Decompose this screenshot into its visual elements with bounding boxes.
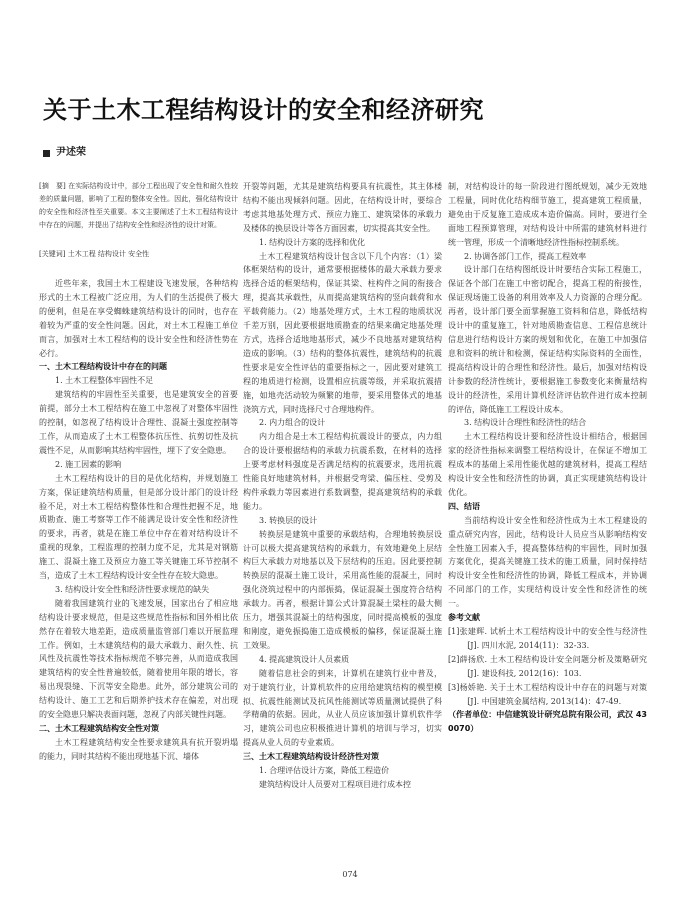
body-paragraph: 设计部门在结构图纸设计时要结合实际工程施工，保证各个部门在施工中密切配合，提高工程的衔接性，保证现场施工设备的利用效率及人力资源的合理分配。再者，设计部门要全面掌握施工资料和信息，降低结构设计中的重复施工，针对地质勘查信息、工程信息统计信息进行结构设计方案的规划和优化，在施工中加强信息和资料的统计和检测，保证结构实际资料的全面性，提高结构设计的合理性和经济性。最后，加强对结构设计参数的经济性统计，要根据施工参数变化来衡量结构设计的经济性，采用计算机经济评估软件进行成本控制的评估，降低施工工程设计成本。	[448, 265, 647, 414]
abstract	[39, 180, 238, 232]
section-heading-4: 四、结语	[448, 501, 480, 511]
page-number: 074	[342, 870, 358, 879]
subsection-title: 3. 结构设计合理性和经济性的结合	[464, 418, 587, 428]
body-paragraph: 土木工程建筑结构设计包含以下几个内容：（1）梁体框架结构的设计，通常要根据楼体的最大承载力要求选择合适的框架结构，保证其梁、柱构件之间的衔接合理，提高其承载性，从而提高建筑结构的竖向载荷和水平载荷能力。（2）地基处理方式，土木工程的地质状况千差万别，因此要根据地质勘查的结果来确定地基处理方式，选择合适地地基形式，减少不良地基对建筑结构造成的影响。（3）结构的整体抗震性，建筑结构的抗震性要求是安全性评估的重要指标之一，因此要对建筑工程的地质进行检测，设置相应抗震等级，并采取抗震措施，如地壳活动较为频繁的地带，要采用整体式的地基浇筑方式，同时选择尺寸合理地构件。	[243, 251, 442, 414]
reference-item: [2]薛扬欣. 土木工程结构设计安全问题分析及策略研究[J]. 建设科技, 2012(16)：103.	[448, 654, 647, 678]
author-bullet-icon	[43, 150, 50, 157]
abstract-label: [摘 要]	[39, 182, 66, 190]
section-heading-1: 一、土木工程结构设计中存在的问题	[39, 362, 167, 372]
author-line	[43, 146, 86, 160]
column-1	[39, 180, 238, 764]
subsection-title: 1. 土木工程整体牢固性不足	[55, 376, 154, 386]
keywords-text: 土木工程 结构设计 安全性	[67, 250, 150, 258]
subsection-title: 1. 合理评估设计方案，降低工程造价	[259, 766, 390, 776]
subsection-title: 2. 内力组合的设计	[259, 418, 326, 428]
body-paragraph: 当前结构设计安全性和经济性成为土木工程建设的重点研究内容，因此，结构设计人员应当从影响结构安全性施工因素入手，提高整体结构的牢固性，同时加强方案优化，提高关键施工技术的施工质量，同时保持结构设计安全性和经济性的协调，降低工程成本，并协调不同部门的工作，实现结构设计安全性和经济性的统一。	[448, 515, 647, 609]
references-heading: 参考文献	[448, 613, 480, 623]
body-paragraph: 制，对结构设计的每一阶段进行图纸规划，减少无效地工程量，同时优化结构细节施工，提高建筑工程质量，避免由于反复施工造成成本造价偏高。同时，要进行全面地工程预算管理，对结构设计中所需的建筑材料进行统一管理，形成一个清晰地经济性指标控制系统。	[448, 182, 647, 247]
subsection-title: 2. 协调各部门工作，提高工程效率	[464, 251, 587, 261]
author-affiliation: （作者单位：中信建筑设计研究总院有限公司，武汉 430070）	[448, 710, 647, 734]
subsection-title: 2. 施工因素的影响	[55, 459, 122, 469]
reference-list	[448, 625, 647, 708]
section-heading-3: 三、土木工程建筑结构设计经济性对策	[243, 752, 379, 762]
reference-item: [1]张建辉. 试析土木工程结构设计中的安全性与经济性[J]. 四川水泥, 2014(11)：32-33.	[448, 627, 647, 650]
section-heading-2: 二、土木工程建筑结构安全性对策	[39, 724, 159, 733]
body-paragraph: 建筑结构设计人员要对工程项目进行成本控	[259, 779, 411, 789]
body-paragraph: 开裂等问题，尤其是建筑结构要具有抗震性，其主体楼结构不能出现倾斜问题。因此，在结构设计时，要综合考虑其地基处理方式、预应力施工、建筑梁体的承载力及楼体的换层设计等各方面因素，切实提高其安全性。	[243, 182, 442, 233]
body-paragraph: 建筑结构的牢固性至关重要，也是建筑安全的首要前提，部分土木工程结构在施工中忽视了对整体牢固性的控制，如忽视了结构设计合理性、混凝土强度控制等工作，从而造成了土木工程整体抗压性、抗剪切性及抗震性不足，从而影响其结构牢固性，埋下了安全隐患。	[39, 390, 238, 455]
body-paragraph: 内力组合是土木工程结构抗震设计的要点，内力组合的设计要根据结构的承载力抗震系数，在材料的选择上要考虑材料强度是否满足结构的抗震要求，选用抗震性能良好地建筑材料，并根据受弯梁、偏压柱、受剪及构件承载力等因素进行系数调整，提高建筑结构的承载能力。	[243, 432, 442, 511]
body-paragraph: 随着我国建筑行业的飞速发展，国家出台了相应地结构设计要求规范，但是这些规范性指标和国外相比依然存在着较大地差距，造成质量监管部门难以开展监理工作。例如，土木建筑结构的最大承载力、耐久性、抗风性及抗震性等技术指标规范不够完善，从而造成我国建筑结构的安全性普遍较低，随着使用年限的增长，容易出现裂缝、下沉等安全隐患。此外，部分建筑公司的结构设计、施工工艺和后期养护技术存在偏差，对出现的安全隐患只解决表面问题，忽视了内部关键性问题。	[39, 598, 238, 720]
keywords	[39, 248, 238, 261]
subsection-title: 3. 转换层的设计	[259, 515, 318, 525]
subsection-title: 4. 提高建筑设计人员素质	[259, 654, 350, 664]
abstract-text: 在实际结构设计中，部分工程出现了安全性和耐久性较差的质量问题，影响了工程的整体安全性。因此，强化结构设计的安全性和经济性至关重要。本文主要阐述了土木工程结构设计中存在的问题，并提出了结构安全性和经济性的设计对策。	[39, 182, 238, 229]
body-paragraph: 转换层是建筑中重要的承载结构，合理地转换层设计可以极大提高建筑结构的承载力，有效地避免上层结构巨大承载力对地基以及下层结构的压迫。因此要控制转换层的混凝土施工设计，采用高性能的混凝土，同时强化浇筑过程中的内部振捣，保证混凝土强度符合结构承载力。再者，根据计算公式计算混凝土梁柱的最大侧压力，增强其混凝土的结构强度，同时提高模板的强度和刚度，避免振捣施工造成模板的偏移，保证混凝土施工效果。	[243, 529, 442, 650]
article-title: 关于土木工程结构设计的安全和经济研究	[43, 96, 484, 124]
reference-item: [3]杨娇艳. 关于土木工程结构设计中存在的问题与对策[J]. 中国建筑金属结构, 2013(14)：47-49.	[448, 682, 647, 706]
column-2	[243, 180, 442, 792]
body-paragraph: 土木工程结构设计的目的是优化结构，并规划施工方案，保证建筑结构质量，但是部分设计部门的设计经验不足，对土木工程结构整体性和合理性把握不足，地质勘查、施工考察等工作不能满足设计安全性和经济性的要求，再者，就是在施工单位中存在着对结构设计不重视的现象，工程监理的控制力度不足，尤其是对钢筋施工、混凝土施工及预应力施工等关键施工环节控制不当，造成了土木工程结构设计安全性存在较大隐患。	[39, 473, 238, 581]
subsection-title: 3. 结构设计安全性和经济性要求规范的缺失	[55, 584, 210, 594]
column-3	[448, 180, 647, 736]
body-paragraph: 土木工程结构设计要和经济性设计相结合，根据国家的经济性指标来调整工程结构设计，在保证不增加工程成本的基础上采用性能优越的建筑材料，提高工程结构设计安全性和经济性的协调，真正实现建筑结构设计优化。	[448, 432, 647, 497]
keywords-label: [关键词]	[39, 250, 66, 258]
author-name: 尹述荣	[56, 147, 86, 158]
body-paragraph: 土木工程建筑结构安全性要求建筑具有抗开裂坍塌的能力，同时其结构不能出现地基下沉、墙体	[39, 737, 238, 761]
subsection-title: 1. 结构设计方案的选择和优化	[259, 237, 366, 247]
intro-paragraph: 近些年来，我国土木工程建设飞速发展，各种结构形式的土木工程被广泛应用，为人们的生活提供了极大的便利，但是在享受蜘蛛建筑结构设计的同时，也存在着较为严重的安全性问题。因此，对土木工程施工单位而言，加强对土木工程结构的设计安全性和经济性势在必行。	[39, 279, 238, 358]
body-paragraph: 随着信息社会的到来，计算机在建筑行业中普及，对于建筑行业，计算机软件的应用给建筑结构的模型模拟、抗震性能测试及抗风性能测试等质量测试提供了科学精确的依据。因此，从业人员应该加强计算机软件学习，建筑公司也应积极推进计算机的培训与学习，切实提高从业人员的专业素质。	[243, 668, 442, 748]
